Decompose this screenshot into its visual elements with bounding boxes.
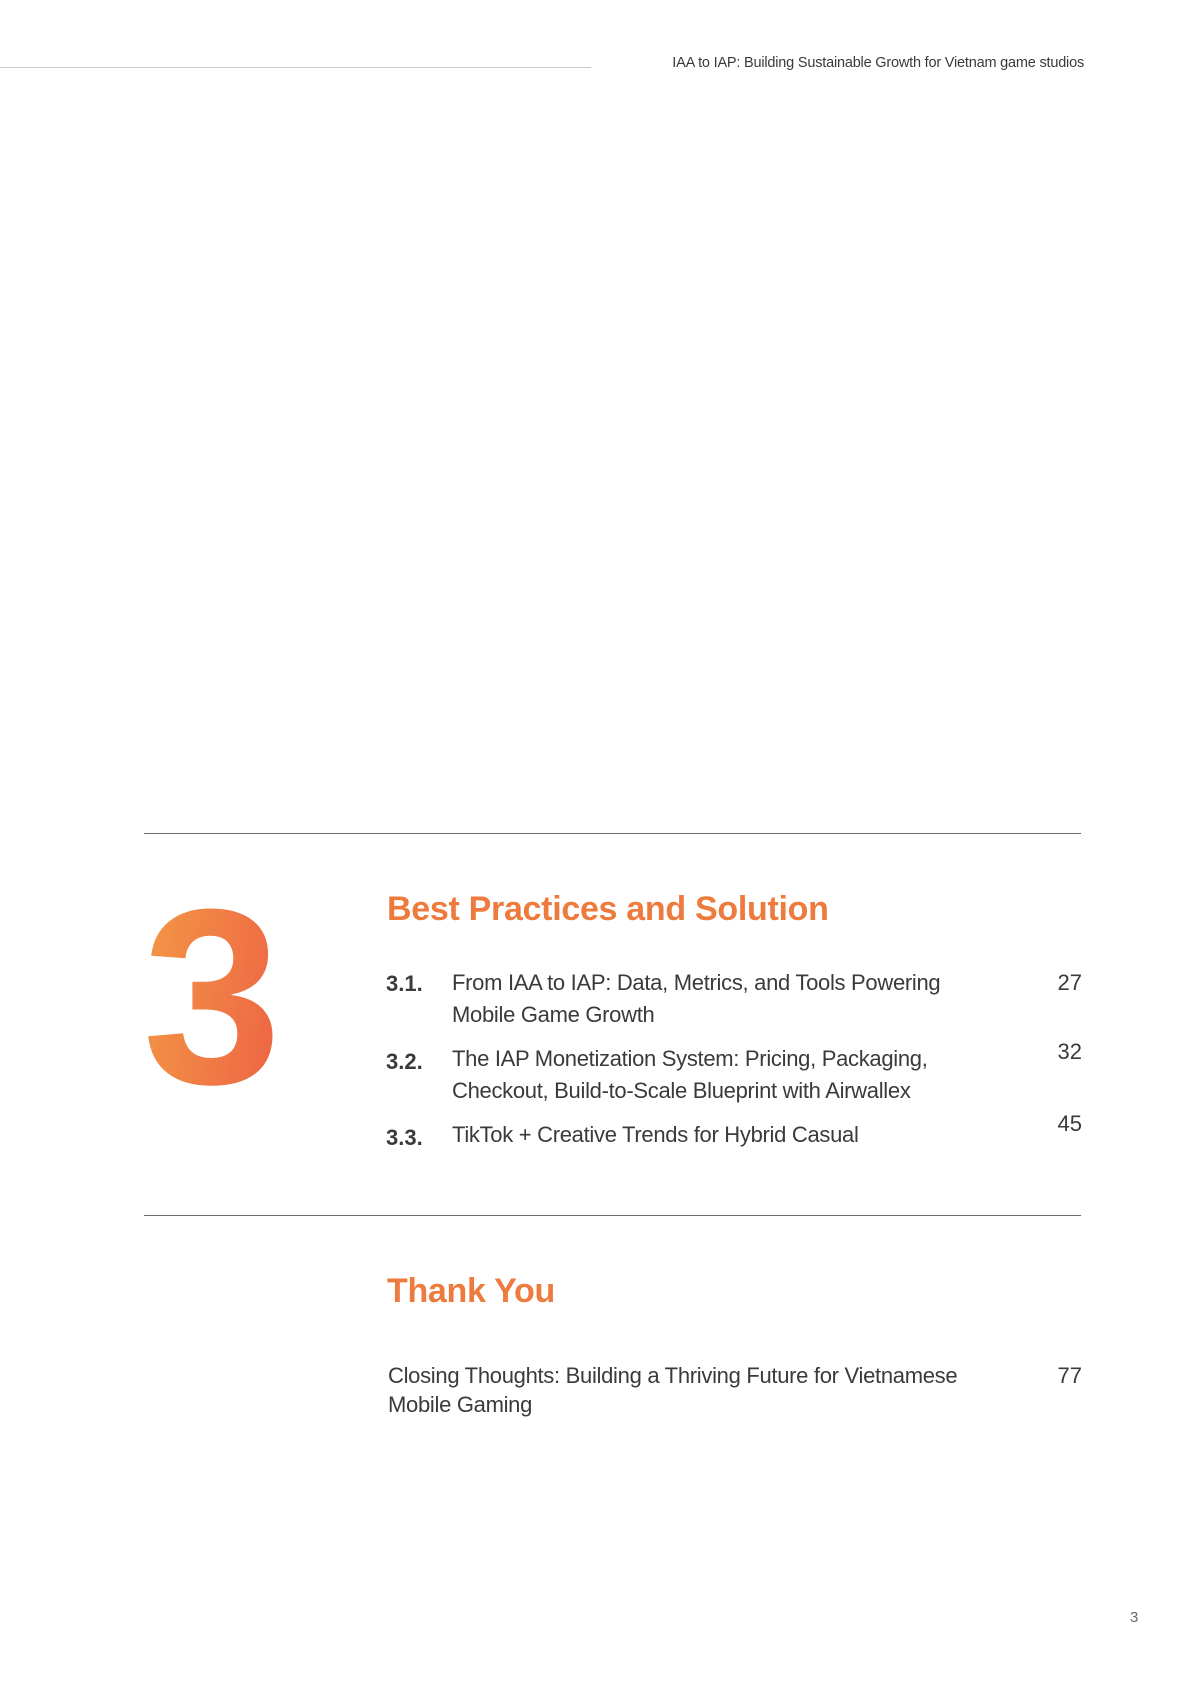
toc-entry-page: 45 [1057,1111,1082,1136]
toc-entry-number: 3.1. [386,971,423,996]
chapter-number-text: 3 [142,888,282,1098]
toc-entry-page: 32 [1057,1039,1082,1064]
page-number: 3 [1130,1609,1139,1626]
toc-entry-title: TikTok + Creative Trends for Hybrid Casual [452,1122,859,1147]
toc-entry-page: 27 [1057,970,1082,995]
closing-entry-page: 77 [1057,1363,1082,1388]
toc-entry-title: The IAP Monetization System: Pricing, Packaging, Checkout, Build-to-Scale Blueprint with Airwallex [452,1046,928,1103]
thank-you-heading: Thank You [387,1272,555,1310]
toc-entry-number: 3.2. [386,1049,423,1074]
chapter-number [137,888,287,1098]
section-divider-bottom [144,1215,1081,1216]
toc-entry-title: From IAA to IAP: Data, Metrics, and Tools Powering Mobile Game Growth [452,970,941,1027]
toc-entry-number: 3.3. [386,1125,423,1150]
section-heading: Best Practices and Solution [387,890,829,928]
header-rule [0,67,591,68]
section-divider-top [144,833,1081,834]
closing-entry-title: Closing Thoughts: Building a Thriving Future for Vietnamese Mobile Gaming [388,1363,958,1417]
document-running-title: IAA to IAP: Building Sustainable Growth for Vietnam game studios [672,55,1084,71]
